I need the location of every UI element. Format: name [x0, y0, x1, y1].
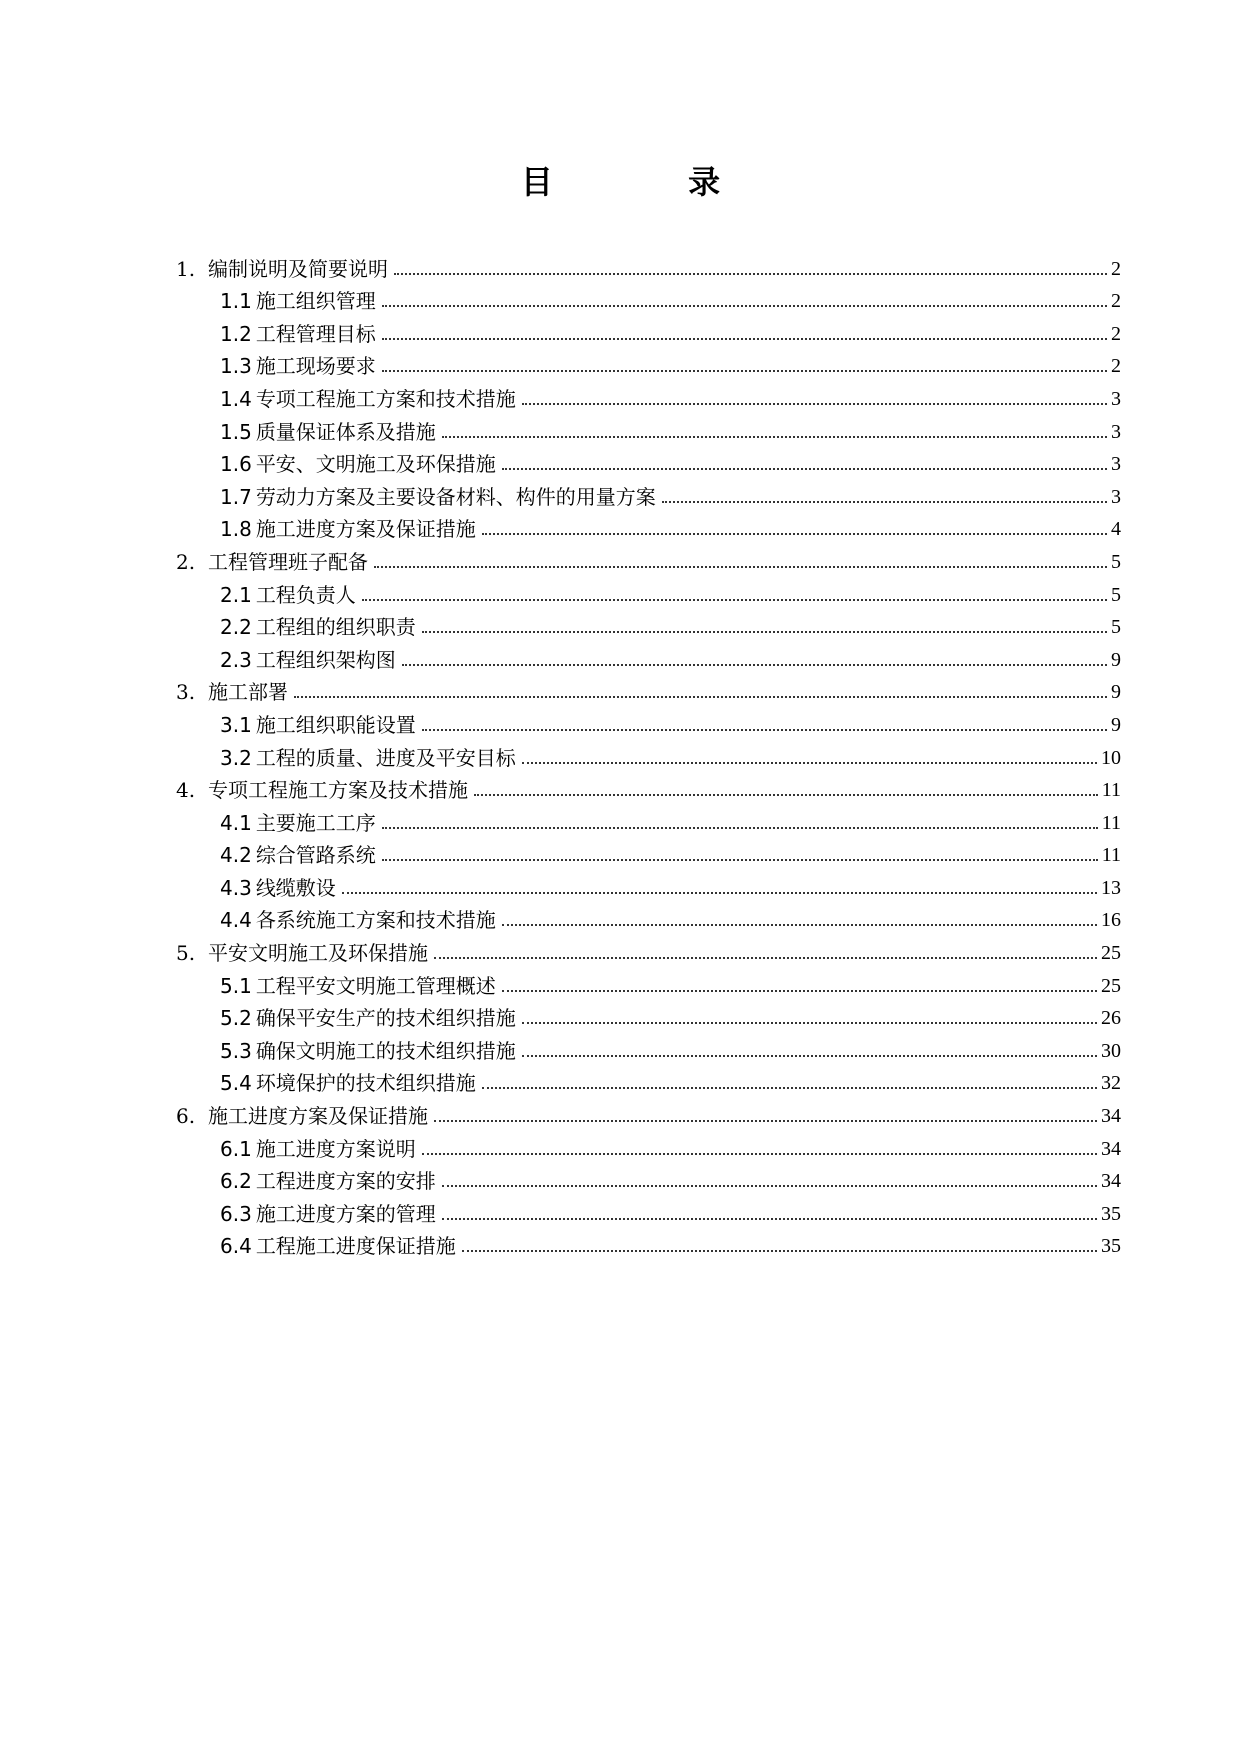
- toc-entry-number: 4.4: [220, 908, 252, 933]
- toc-entry[interactable]: [176, 510, 1121, 543]
- toc-entry-number: 2.1: [220, 582, 252, 607]
- toc-entry[interactable]: [176, 738, 1121, 771]
- toc-entry-page-number: 5: [1111, 550, 1121, 573]
- toc-entry-number: 4.: [176, 778, 196, 803]
- toc-entry-number: 1.1: [220, 289, 252, 314]
- toc-entry-label: 确保文明施工的技术组织措施: [255, 1038, 516, 1063]
- toc-dot-leader: [422, 729, 1107, 731]
- toc-entry-page-number: 32: [1101, 1072, 1121, 1095]
- toc-dot-leader: [442, 1218, 1097, 1220]
- toc-entry-page-number: 9: [1111, 681, 1121, 704]
- toc-entry-number: 2.3: [220, 647, 252, 672]
- toc-entry[interactable]: [176, 1031, 1121, 1064]
- toc-entry-page-number: 34: [1101, 1105, 1121, 1128]
- toc-entry-label: 工程管理班子配备: [208, 549, 368, 574]
- toc-entry[interactable]: [176, 1227, 1121, 1260]
- toc-dot-leader: [382, 827, 1098, 829]
- toc-dot-leader: [522, 403, 1107, 405]
- toc-dot-leader: [402, 664, 1107, 666]
- toc-entry[interactable]: [176, 282, 1121, 315]
- toc-dot-leader: [422, 1153, 1097, 1155]
- toc-entry[interactable]: [176, 933, 1121, 966]
- toc-dot-leader: [442, 1185, 1097, 1187]
- toc-entry[interactable]: [176, 999, 1121, 1032]
- toc-entry-label: 施工进度方案说明: [255, 1136, 416, 1161]
- toc-entry-number: 3.1: [220, 712, 252, 737]
- toc-entry-label: 专项工程施工方案和技术措施: [255, 386, 516, 411]
- toc-entry-page-number: 10: [1101, 746, 1121, 769]
- toc-dot-leader: [482, 1087, 1097, 1089]
- toc-entry-page-number: 2: [1111, 322, 1121, 345]
- toc-entry-label: 确保平安生产的技术组织措施: [255, 1006, 516, 1031]
- toc-entry-label: 施工组织职能设置: [255, 712, 416, 737]
- toc-entry[interactable]: [176, 379, 1121, 412]
- toc-entry-number: 4.3: [220, 875, 252, 900]
- toc-entry-label: 施工进度方案及保证措施: [208, 1104, 428, 1129]
- toc-entry[interactable]: [176, 868, 1121, 901]
- toc-entry[interactable]: [176, 477, 1121, 510]
- toc-entry[interactable]: [176, 1129, 1121, 1162]
- toc-dot-leader: [382, 859, 1098, 861]
- toc-entry-page-number: 13: [1101, 876, 1121, 899]
- toc-entry-label: 施工进度方案及保证措施: [255, 517, 476, 542]
- toc-entry[interactable]: [176, 640, 1121, 673]
- toc-entry-label: 工程的质量、进度及平安目标: [255, 745, 516, 770]
- toc-entry-label: 工程组的组织职责: [255, 615, 416, 640]
- toc-dot-leader: [522, 762, 1097, 764]
- toc-entry-page-number: 30: [1101, 1039, 1121, 1062]
- toc-entry-number: 1.5: [220, 419, 252, 444]
- toc-entry-label: 编制说明及简要说明: [208, 256, 388, 281]
- toc-entry-label: 综合管路系统: [255, 843, 376, 868]
- toc-entry[interactable]: [176, 314, 1121, 347]
- toc-entry-label: 平安、文明施工及环保措施: [255, 452, 496, 477]
- toc-entry-page-number: 4: [1111, 518, 1121, 541]
- toc-entry-label: 工程负责人: [255, 582, 356, 607]
- toc-entry-number: 4.2: [220, 843, 252, 868]
- toc-entry[interactable]: [176, 803, 1121, 836]
- toc-dot-leader: [462, 1250, 1097, 1252]
- toc-entry-number: 1.3: [220, 354, 252, 379]
- toc-entry-number: 6.2: [220, 1169, 252, 1194]
- toc-entry[interactable]: [176, 575, 1121, 608]
- toc-entry-number: 1.2: [220, 321, 252, 346]
- toc-entry-label: 施工部署: [208, 680, 288, 705]
- table-of-contents: [176, 249, 1121, 1259]
- toc-entry-number: 1.6: [220, 452, 252, 477]
- toc-entry-number: 5.1: [220, 973, 252, 998]
- toc-entry[interactable]: [176, 1096, 1121, 1129]
- toc-dot-leader: [294, 696, 1107, 698]
- toc-entry-number: 5.2: [220, 1006, 252, 1031]
- toc-entry[interactable]: [176, 1162, 1121, 1195]
- toc-entry[interactable]: [176, 347, 1121, 380]
- toc-dot-leader: [662, 501, 1107, 503]
- toc-entry-page-number: 3: [1111, 453, 1121, 476]
- toc-entry-number: 6.1: [220, 1136, 252, 1161]
- toc-entry-page-number: 9: [1111, 648, 1121, 671]
- toc-entry[interactable]: [176, 673, 1121, 706]
- toc-entry-page-number: 26: [1101, 1007, 1121, 1030]
- toc-entry-label: 平安文明施工及环保措施: [208, 941, 428, 966]
- toc-entry-number: 2.2: [220, 615, 252, 640]
- toc-entry-label: 工程施工进度保证措施: [255, 1234, 456, 1259]
- toc-entry[interactable]: [176, 705, 1121, 738]
- toc-entry-page-number: 35: [1101, 1235, 1121, 1258]
- toc-dot-leader: [482, 533, 1107, 535]
- toc-entry[interactable]: [176, 412, 1121, 445]
- toc-entry[interactable]: [176, 836, 1121, 869]
- toc-entry-label: 施工进度方案的管理: [255, 1201, 436, 1226]
- toc-entry[interactable]: [176, 966, 1121, 999]
- toc-entry-page-number: 11: [1101, 779, 1121, 802]
- toc-dot-leader: [474, 794, 1098, 796]
- toc-title: 目 录: [520, 163, 783, 201]
- toc-dot-leader: [522, 1055, 1097, 1057]
- toc-dot-leader: [382, 338, 1107, 340]
- toc-entry-page-number: 2: [1111, 355, 1121, 378]
- toc-entry-page-number: 25: [1101, 974, 1121, 997]
- toc-entry-label: 劳动力方案及主要设备材料、构件的用量方案: [255, 484, 656, 509]
- toc-entry-label: 施工现场要求: [255, 354, 376, 379]
- toc-entry-label: 工程平安文明施工管理概述: [255, 973, 496, 998]
- toc-entry-number: 6.: [176, 1104, 196, 1129]
- toc-entry[interactable]: [176, 901, 1121, 934]
- toc-entry-number: 5.4: [220, 1071, 252, 1096]
- toc-entry-label: 主要施工工序: [255, 810, 376, 835]
- toc-entry-number: 6.4: [220, 1234, 252, 1259]
- toc-entry-label: 质量保证体系及措施: [255, 419, 436, 444]
- toc-dot-leader: [342, 892, 1097, 894]
- toc-entry[interactable]: [176, 1064, 1121, 1097]
- toc-entry[interactable]: [176, 249, 1121, 282]
- toc-entry[interactable]: [176, 1194, 1121, 1227]
- toc-entry-number: 1.4: [220, 386, 252, 411]
- toc-dot-leader: [522, 1022, 1097, 1024]
- toc-entry[interactable]: [176, 445, 1121, 478]
- toc-entry-label: 各系统施工方案和技术措施: [255, 908, 496, 933]
- toc-entry-number: 3.2: [220, 745, 252, 770]
- toc-entry-page-number: 25: [1101, 942, 1121, 965]
- toc-dot-leader: [374, 566, 1107, 568]
- toc-entry-number: 1.7: [220, 484, 252, 509]
- toc-entry-label: 工程组织架构图: [255, 647, 396, 672]
- toc-entry-label: 工程管理目标: [255, 321, 376, 346]
- toc-entry[interactable]: [176, 771, 1121, 804]
- toc-dot-leader: [382, 305, 1107, 307]
- toc-dot-leader: [382, 370, 1107, 372]
- toc-entry-page-number: 11: [1101, 844, 1121, 867]
- toc-dot-leader: [502, 468, 1107, 470]
- toc-entry-number: 5.3: [220, 1038, 252, 1063]
- toc-entry-page-number: 5: [1111, 583, 1121, 606]
- toc-entry-page-number: 5: [1111, 616, 1121, 639]
- toc-entry-number: 2.: [176, 549, 196, 574]
- toc-dot-leader: [442, 436, 1107, 438]
- toc-entry-number: 5.: [176, 941, 196, 966]
- toc-entry-number: 3.: [176, 680, 196, 705]
- toc-entry-number: 1.8: [220, 517, 252, 542]
- toc-dot-leader: [434, 1120, 1097, 1122]
- toc-entry-label: 工程进度方案的安排: [255, 1169, 436, 1194]
- toc-entry-label: 施工组织管理: [255, 289, 376, 314]
- toc-entry-number: 4.1: [220, 810, 252, 835]
- toc-entry-label: 线缆敷设: [255, 875, 336, 900]
- toc-dot-leader: [422, 631, 1107, 633]
- toc-entry-label: 环境保护的技术组织措施: [255, 1071, 476, 1096]
- toc-entry-page-number: 9: [1111, 713, 1121, 736]
- toc-entry-page-number: 34: [1101, 1137, 1121, 1160]
- toc-entry-page-number: 16: [1101, 909, 1121, 932]
- toc-entry-number: 6.3: [220, 1201, 252, 1226]
- toc-dot-leader: [362, 599, 1107, 601]
- toc-entry-page-number: 3: [1111, 485, 1121, 508]
- toc-entry-label: 专项工程施工方案及技术措施: [208, 778, 468, 803]
- toc-entry[interactable]: [176, 542, 1121, 575]
- toc-dot-leader: [434, 957, 1097, 959]
- toc-entry-page-number: 35: [1101, 1202, 1121, 1225]
- toc-entry-page-number: 2: [1111, 257, 1121, 280]
- toc-entry[interactable]: [176, 608, 1121, 641]
- toc-entry-page-number: 11: [1101, 811, 1121, 834]
- toc-dot-leader: [502, 924, 1097, 926]
- toc-entry-page-number: 3: [1111, 387, 1121, 410]
- toc-dot-leader: [502, 990, 1097, 992]
- toc-entry-number: 1.: [176, 256, 196, 281]
- toc-entry-page-number: 2: [1111, 290, 1121, 313]
- toc-entry-page-number: 3: [1111, 420, 1121, 443]
- toc-dot-leader: [394, 273, 1107, 275]
- toc-entry-page-number: 34: [1101, 1170, 1121, 1193]
